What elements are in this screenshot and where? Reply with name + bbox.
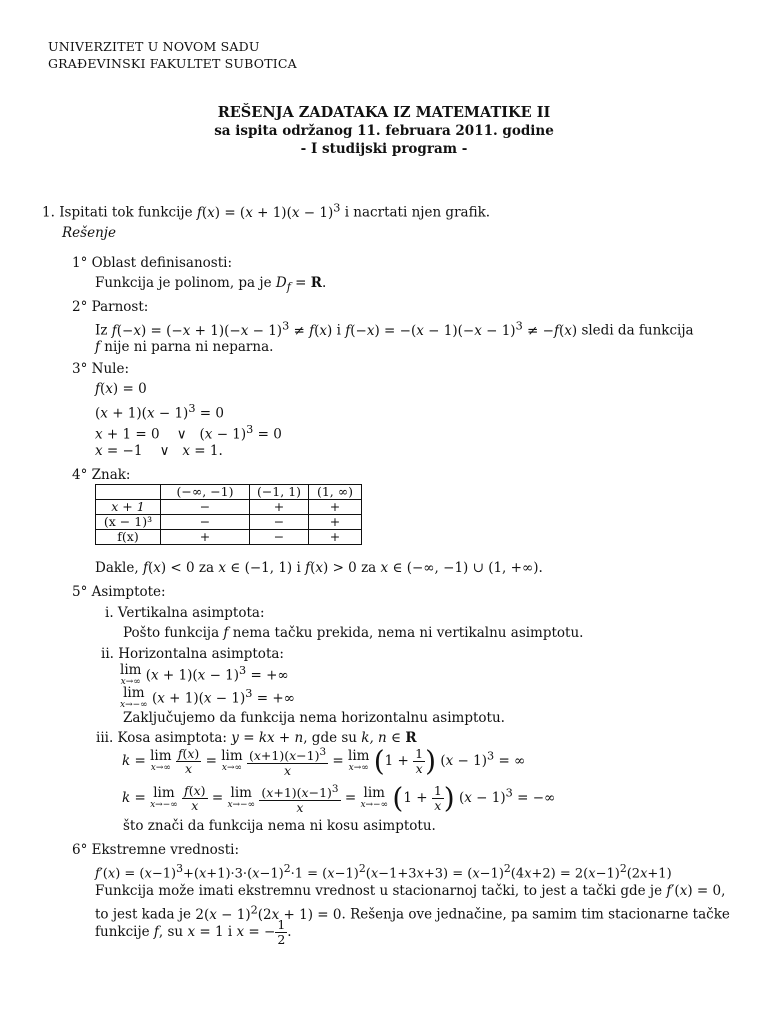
sign-conclusion-a: Dakle,	[95, 560, 139, 576]
extrema-text-2b: . Rešenja ove jednačine, pa samim tim stacionarne tačke	[341, 906, 730, 923]
sign-table-col-header: (1, ∞)	[309, 485, 362, 500]
exam-date: sa ispita održanog 11. februara 2011. godine	[214, 123, 554, 139]
sign-table-row	[96, 515, 362, 530]
derivative-formula: $f'(x) = (x-1)^3+(x+1)\cdot 3\cdot(x-1)^2\cdot 1 = (x-1)^2(x-1+3x+3) = (x-1)^2(4x+2) = 2(x-1)^2(2x+1)$	[95, 862, 672, 882]
sign-conclusion	[95, 560, 543, 576]
extrema-text-3c: i	[227, 924, 233, 940]
parity-text-d: nije ni parna ni neparna.	[104, 339, 274, 355]
oblique-conclusion: što znači da funkcija nema ni kosu asimptotu.	[123, 818, 436, 834]
vertical-asymptote-text: Pošto funkcija f nema tačku prekida, nema ni vertikalnu asimptotu.	[123, 625, 584, 641]
sign-conclusion-f2: f(x) > 0	[305, 560, 357, 576]
section-sign-label: 4° Znak:	[72, 467, 131, 483]
parity-text-c: sledi da funkcija	[581, 322, 694, 339]
sign-table-header-row	[96, 485, 362, 500]
section-parity-line1	[95, 319, 694, 339]
problem-text-a: Ispitati tok funkcije	[59, 204, 193, 221]
sign-conclusion-i2: x ∈ (−∞, −1) ∪ (1, +∞).	[380, 560, 543, 576]
section-parity-line2: f nije ni parna ni neparna.	[95, 339, 274, 355]
oblique-label: iii. Kosa asimptota:	[96, 730, 227, 746]
zeros-eq-1: f(x) = 0	[95, 381, 147, 397]
sign-table-cell: +	[250, 500, 309, 515]
sign-conclusion-i1: x ∈ (−1, 1)	[218, 560, 293, 576]
sign-conclusion-b: za	[198, 560, 215, 576]
document-title: REŠENJA ZADATAKA IZ MATEMATIKE II	[217, 104, 551, 121]
horizontal-limit-1: lim x→∞ $(x + 1)(x - 1)^3$ = +∞	[120, 662, 289, 687]
institution-header	[48, 38, 297, 72]
domain-formula: $D_f = R$.	[275, 275, 327, 294]
horizontal-asymptote-label: ii. Horizontalna asimptota:	[101, 646, 284, 662]
sign-table-corner	[96, 485, 161, 500]
sign-table-cell: +	[161, 530, 250, 545]
extrema-text-1a: Funkcija može imati ekstremnu vrednost u stacionarnoj tački, to jest a tački gde je	[95, 883, 663, 899]
sign-table-cell: +	[309, 530, 362, 545]
extrema-text-3: funkcije f, su x = 1 i x = − $\frac{1}{2}$ .	[95, 917, 292, 947]
university-name: UNIVERZITET U NOVOM SADU	[48, 39, 260, 54]
oblique-k-minus-inf: k = lim x→−∞ $\frac{f(x)}{x}$ = lim x→−∞ $\frac{(x+1)(x-1)^3}{x}$ = lim x→−∞ (1 + $\frac{1}{x}$ ) $(x - 1)^3$ = −∞	[122, 781, 556, 816]
oblique-asymptote-line: iii. Kosa asimptota: y = kx + n, gde su k, n ∈ R	[96, 730, 417, 746]
function-definition: $f(x) = (x + 1)(x - 1)^3$	[196, 201, 341, 221]
sign-table-wrapper	[95, 484, 362, 545]
sign-table	[95, 484, 362, 545]
solution-label: Rešenje	[62, 225, 116, 241]
parity-text-a: Iz	[95, 322, 108, 339]
sign-conclusion-f1: f(x) < 0	[142, 560, 195, 576]
section-zeros-label: 3° Nule:	[72, 361, 129, 377]
parity-formula-1: $f(-x) = (-x + 1)(-x - 1)^3 \ne f(x)$	[111, 319, 333, 339]
sign-table-col-header: (−1, 1)	[250, 485, 309, 500]
extrema-text-2a: to jest kada je	[95, 906, 192, 923]
section-asymptotes-label: 5° Asimptote:	[72, 584, 166, 600]
sign-table-cell: −	[161, 500, 250, 515]
oblique-text: , gde su	[303, 730, 357, 746]
section-domain-text	[95, 275, 326, 294]
study-program: - I studijski program -	[300, 141, 468, 157]
sign-table-cell: −	[250, 515, 309, 530]
horizontal-limit-2: lim x→−∞ $(x + 1)(x - 1)^3$ = +∞	[120, 685, 295, 710]
sign-table-row-label: (x − 1)³	[96, 515, 161, 530]
section-domain-label: 1° Oblast definisanosti:	[72, 255, 233, 271]
sign-table-row	[96, 530, 362, 545]
oblique-k-plus-inf: k = lim x→∞ $\frac{f(x)}{x}$ = lim x→∞ $\frac{(x+1)(x-1)^3}{x}$ = lim x→∞ (1 + $\frac{1}{x}$ ) $(x - 1)^3$ = ∞	[122, 744, 526, 779]
sign-conclusion-c: i	[296, 560, 301, 576]
faculty-name: GRAĐEVINSKI FAKULTET SUBOTICA	[48, 56, 297, 71]
section-extrema-label: 6° Ekstremne vrednosti:	[72, 842, 239, 858]
extrema-text-1: Funkcija može imati ekstremnu vrednost u stacionarnoj tački, to jest a tački gde je f′(x) = 0,	[95, 883, 726, 899]
sign-table-row-label: f(x)	[96, 530, 161, 545]
sign-table-row-label: x + 1	[96, 500, 161, 515]
sign-table-cell: +	[309, 515, 362, 530]
sign-conclusion-d: za	[361, 560, 377, 576]
parity-formula-2: $f(-x) = -(x - 1)(-x - 1)^3 \ne -f(x)$	[345, 319, 578, 339]
horizontal-asymptote-text: Zaključujemo da funkcija nema horizontalnu asimptotu.	[123, 710, 505, 726]
problem-statement	[42, 201, 490, 221]
vertical-text-b: nema tačku prekida, nema ni vertikalnu asimptotu.	[232, 625, 584, 641]
extrema-text-2: to jest kada je $2(x - 1)^2(2x + 1) = 0$. Rešenja ove jednačine, pa samim tim stacionarne tačke	[95, 903, 730, 923]
zeros-eq-2: $(x + 1)(x - 1)^3 = 0$	[95, 402, 224, 422]
title-block	[0, 104, 768, 158]
sign-table-cell: +	[309, 500, 362, 515]
vertical-text-a: Pošto funkcija	[123, 625, 220, 641]
parity-text-b: i	[336, 322, 341, 339]
domain-text: Funkcija je polinom, pa je	[95, 275, 272, 291]
zeros-eq-3: x + 1 = 0 ∨ $(x - 1)^3 = 0$	[95, 423, 282, 443]
section-parity-label: 2° Parnost:	[72, 299, 149, 315]
vertical-asymptote-label: i. Vertikalna asimptota:	[105, 605, 265, 621]
problem-text-b: i nacrtati njen grafik.	[344, 204, 491, 221]
sign-table-col-header: (−∞, −1)	[161, 485, 250, 500]
extrema-text-3b: , su	[158, 924, 184, 940]
zeros-eq-4: x = −1 ∨ x = 1.	[95, 443, 223, 459]
sign-table-cell: −	[250, 530, 309, 545]
sign-table-cell: −	[161, 515, 250, 530]
extrema-text-3a: funkcije	[95, 924, 150, 940]
sign-table-row	[96, 500, 362, 515]
problem-number: 1.	[42, 204, 55, 221]
